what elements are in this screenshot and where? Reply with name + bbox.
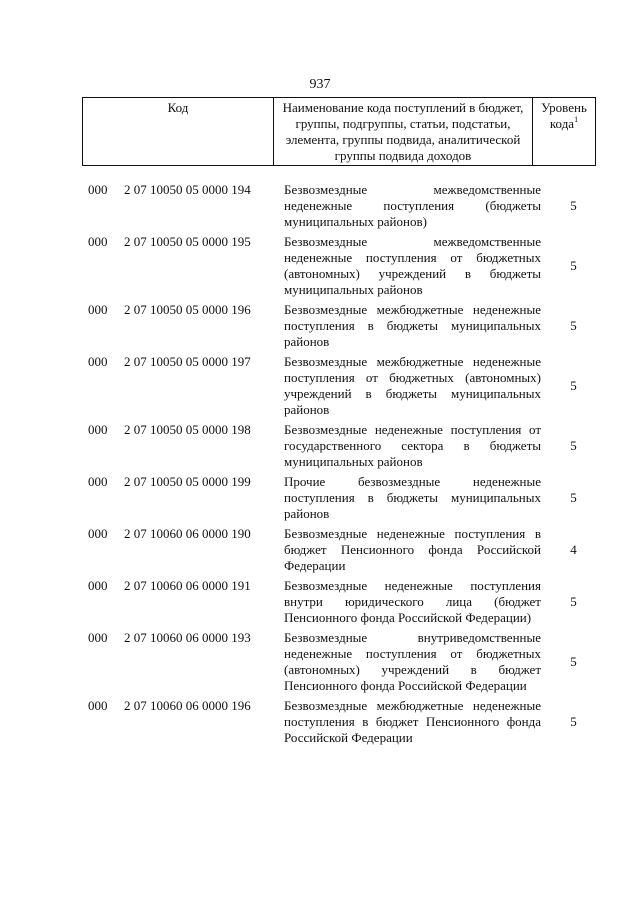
row-name: Безвозмездные неденежные поступления от государственного сектора в бюджеты муниципальных районов [284,422,541,469]
row-prefix: 000 [88,698,108,713]
table-row [82,354,606,422]
row-name: Безвозмездные неденежные поступления в бюджет Пенсионного фонда Российской Федерации [284,526,541,573]
row-level: 5 [570,258,577,273]
row-level: 5 [570,654,577,669]
table-row [82,630,606,698]
row-code: 2 07 10050 05 0000 194 [124,182,251,197]
table-header [82,97,596,166]
table-row [82,234,606,302]
row-name: Безвозмездные межбюджетные неденежные поступления в бюджеты муниципальных районов [284,302,541,349]
row-name: Безвозмездные межбюджетные неденежные поступления от бюджетных (автономных) учреждений в бюджеты муниципальных районов [284,354,541,417]
codes-table-body [82,182,606,750]
row-prefix: 000 [88,526,108,541]
header-code: Код [83,98,274,166]
row-name: Безвозмездные межведомственные неденежные поступления от бюджетных (автономных) учреждений в бюджеты муниципальных районов [284,234,541,297]
row-name: Безвозмездные межбюджетные неденежные поступления в бюджет Пенсионного фонда Российской Федерации [284,698,541,745]
row-name: Безвозмездные межведомственные неденежные поступления (бюджеты муниципальных районов) [284,182,541,229]
row-code: 2 07 10060 06 0000 193 [124,630,251,645]
row-prefix: 000 [88,182,108,197]
row-name: Безвозмездные внутриведомственные неденежные поступления от бюджетных (автономных) учреждений в бюджет Пенсионного фонда Российской Федерации [284,630,541,693]
row-code: 2 07 10050 05 0000 197 [124,354,251,369]
table-row [82,526,606,578]
table-row [82,578,606,630]
row-prefix: 000 [88,422,108,437]
row-code: 2 07 10060 06 0000 191 [124,578,251,593]
table-row [82,422,606,474]
row-level: 4 [570,542,577,557]
row-prefix: 000 [88,302,108,317]
table-row [82,474,606,526]
row-code: 2 07 10050 05 0000 195 [124,234,251,249]
header-level-footnote: 1 [574,115,579,124]
row-prefix: 000 [88,474,108,489]
row-name: Безвозмездные неденежные поступления внутри юридического лица (бюджет Пенсионного фонда Российской Федерации) [284,578,541,625]
row-level: 5 [570,378,577,393]
row-prefix: 000 [88,354,108,369]
row-code: 2 07 10050 05 0000 199 [124,474,251,489]
table-row [82,182,606,234]
row-code: 2 07 10060 06 0000 196 [124,698,251,713]
row-level: 5 [570,594,577,609]
header-level: Уровень кода [541,100,587,131]
page-number: 937 [309,77,331,92]
row-level: 5 [570,198,577,213]
row-prefix: 000 [88,630,108,645]
row-code: 2 07 10050 05 0000 196 [124,302,251,317]
row-code: 2 07 10060 06 0000 190 [124,526,251,541]
header-level-cell [533,98,596,166]
row-level: 5 [570,318,577,333]
row-level: 5 [570,490,577,505]
table-row [82,698,606,750]
row-prefix: 000 [88,578,108,593]
row-name: Прочие безвозмездные неденежные поступления в бюджеты муниципальных районов [284,474,541,521]
row-code: 2 07 10050 05 0000 198 [124,422,251,437]
codes-table [82,182,606,750]
row-level: 5 [570,714,577,729]
table-row [82,302,606,354]
row-prefix: 000 [88,234,108,249]
row-level: 5 [570,438,577,453]
header-name: Наименование кода поступлений в бюджет, группы, подгруппы, статьи, подстатьи, элемента, группы подвида, аналитической группы подвида доходов [274,98,533,166]
